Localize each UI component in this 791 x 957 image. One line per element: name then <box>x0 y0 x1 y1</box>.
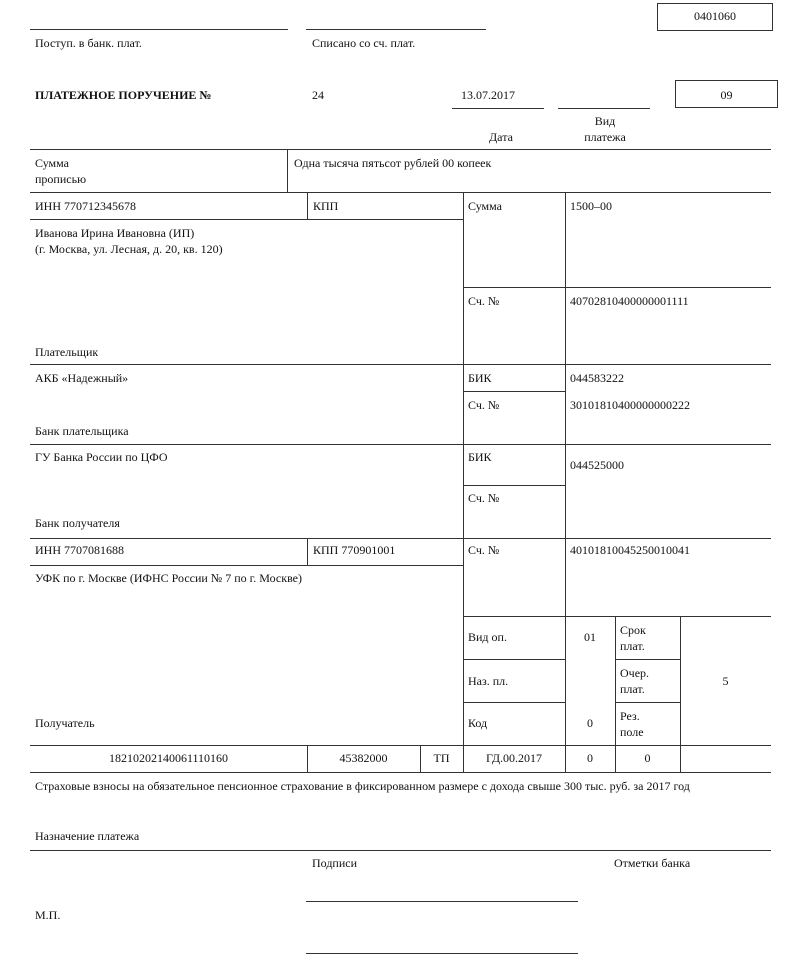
row-line <box>30 364 771 365</box>
payment-type-line <box>558 108 650 109</box>
divider <box>565 364 566 444</box>
row-line <box>30 772 771 773</box>
payer-label: Плательщик <box>35 345 99 359</box>
received-line <box>30 29 288 30</box>
date-line <box>452 108 544 109</box>
payer-sum-label: Сумма <box>468 199 502 213</box>
row-line <box>30 444 771 445</box>
row-line <box>30 149 771 150</box>
divider <box>680 745 681 772</box>
row-line <box>615 702 680 703</box>
payer-bank-account-label: Сч. № <box>468 398 500 412</box>
code-value: 0 <box>587 716 593 730</box>
tax-doc-date: 0 <box>644 751 651 765</box>
payer-sum-value: 1500–00 <box>570 199 612 213</box>
payer-bank-account-value: 30101810400000000222 <box>570 398 690 412</box>
tax-doc-number: 0 <box>587 751 593 765</box>
signature-line-2 <box>306 953 578 954</box>
recipient-kpp: КПП 770901001 <box>313 543 396 557</box>
order-label-2: плат. <box>620 682 645 696</box>
signature-line-1 <box>306 901 578 902</box>
recipient-account-value: 40101810045250010041 <box>570 543 690 557</box>
status-code: 09 <box>720 88 733 102</box>
recipient-account-label: Сч. № <box>468 543 500 557</box>
row-line <box>463 616 771 617</box>
recipient-label: Получатель <box>35 716 95 730</box>
reserve-label-1: Рез. <box>620 709 640 723</box>
term-label-1: Срок <box>620 623 646 637</box>
code-label: Код <box>468 716 488 730</box>
purpose-code-label: Наз. пл. <box>468 674 509 688</box>
row-line <box>463 659 565 660</box>
signatures-label: Подписи <box>312 856 358 870</box>
payer-name: Иванова Ирина Ивановна (ИП) <box>35 226 195 240</box>
row-line <box>463 702 565 703</box>
payer-bank-bik-value: 044583222 <box>570 371 624 385</box>
row-line <box>30 850 771 851</box>
recipient-bank-bik-label: БИК <box>468 450 492 464</box>
row-line <box>30 192 771 193</box>
divider <box>307 538 308 565</box>
recipient-bank-bik-value: 044525000 <box>570 458 624 472</box>
op-type-label: Вид оп. <box>468 630 507 644</box>
divider <box>287 149 288 192</box>
recipient-bank-label: Банк получателя <box>35 516 120 530</box>
debited-label: Списано со сч. плат. <box>312 36 416 50</box>
tax-kbk: 18210202140061110160 <box>108 751 229 765</box>
purpose-label: Назначение платежа <box>35 829 140 843</box>
divider <box>615 616 616 745</box>
payer-address: (г. Москва, ул. Лесная, д. 20, кв. 120) <box>35 242 223 256</box>
payer-account-label: Сч. № <box>468 294 500 308</box>
divider <box>565 287 566 364</box>
row-line <box>463 485 565 486</box>
amount-words-value: Одна тысяча пятьсот рублей 00 копеек <box>294 156 492 170</box>
row-line <box>463 391 565 392</box>
recipient-name: УФК по г. Москве (ИФНС России № 7 по г. Москве) <box>35 571 302 585</box>
payer-inn: ИНН 770712345678 <box>35 199 136 213</box>
order-label-1: Очер. <box>620 666 650 680</box>
payer-bank-name: АКБ «Надежный» <box>35 371 129 385</box>
document-date: 13.07.2017 <box>461 88 515 102</box>
row-line <box>30 538 771 539</box>
row-line <box>30 745 771 746</box>
divider <box>463 192 464 772</box>
payer-bank-bik-label: БИК <box>468 371 492 385</box>
purpose-text: Страховые взносы на обязательное пенсионное страхование в фиксированном размере с дохода свыше 300 тыс. руб. за 2017 год <box>35 779 690 793</box>
payer-account-value: 40702810400000001111 <box>570 294 689 308</box>
row-line <box>463 287 771 288</box>
amount-words-label-1: Сумма <box>35 156 69 170</box>
recipient-bank-name: ГУ Банка России по ЦФО <box>35 450 168 464</box>
order-value: 5 <box>722 674 729 688</box>
tax-oktmo: 45382000 <box>339 751 388 765</box>
divider <box>307 192 308 219</box>
op-type-value: 01 <box>584 630 596 644</box>
term-label-2: плат. <box>620 639 645 653</box>
row-line <box>30 565 463 566</box>
divider <box>565 192 566 287</box>
stamp-label: М.П. <box>35 908 61 922</box>
debited-line <box>306 29 486 30</box>
date-label: Дата <box>489 130 513 144</box>
document-number: 24 <box>312 88 324 102</box>
payer-kpp-label: КПП <box>313 199 339 213</box>
reserve-label-2: поле <box>620 725 644 739</box>
payment-type-label-1: Вид <box>594 114 616 128</box>
row-line <box>615 659 680 660</box>
divider <box>565 444 566 538</box>
recipient-inn: ИНН 7707081688 <box>35 543 124 557</box>
tax-period: ГД.00.2017 <box>485 751 543 765</box>
payer-bank-label: Банк плательщика <box>35 424 129 438</box>
amount-words-label-2: прописью <box>35 172 87 186</box>
row-line <box>30 219 463 220</box>
document-title: ПЛАТЕЖНОЕ ПОРУЧЕНИЕ № <box>35 88 212 102</box>
tax-basis: ТП <box>433 751 450 765</box>
payment-type-label <box>570 114 640 144</box>
form-code: 0401060 <box>694 9 736 23</box>
payment-type-label-2: платежа <box>584 130 626 144</box>
received-label: Поступ. в банк. плат. <box>35 36 142 50</box>
bank-marks-label: Отметки банка <box>614 856 691 870</box>
recipient-bank-account-label: Сч. № <box>468 491 500 505</box>
